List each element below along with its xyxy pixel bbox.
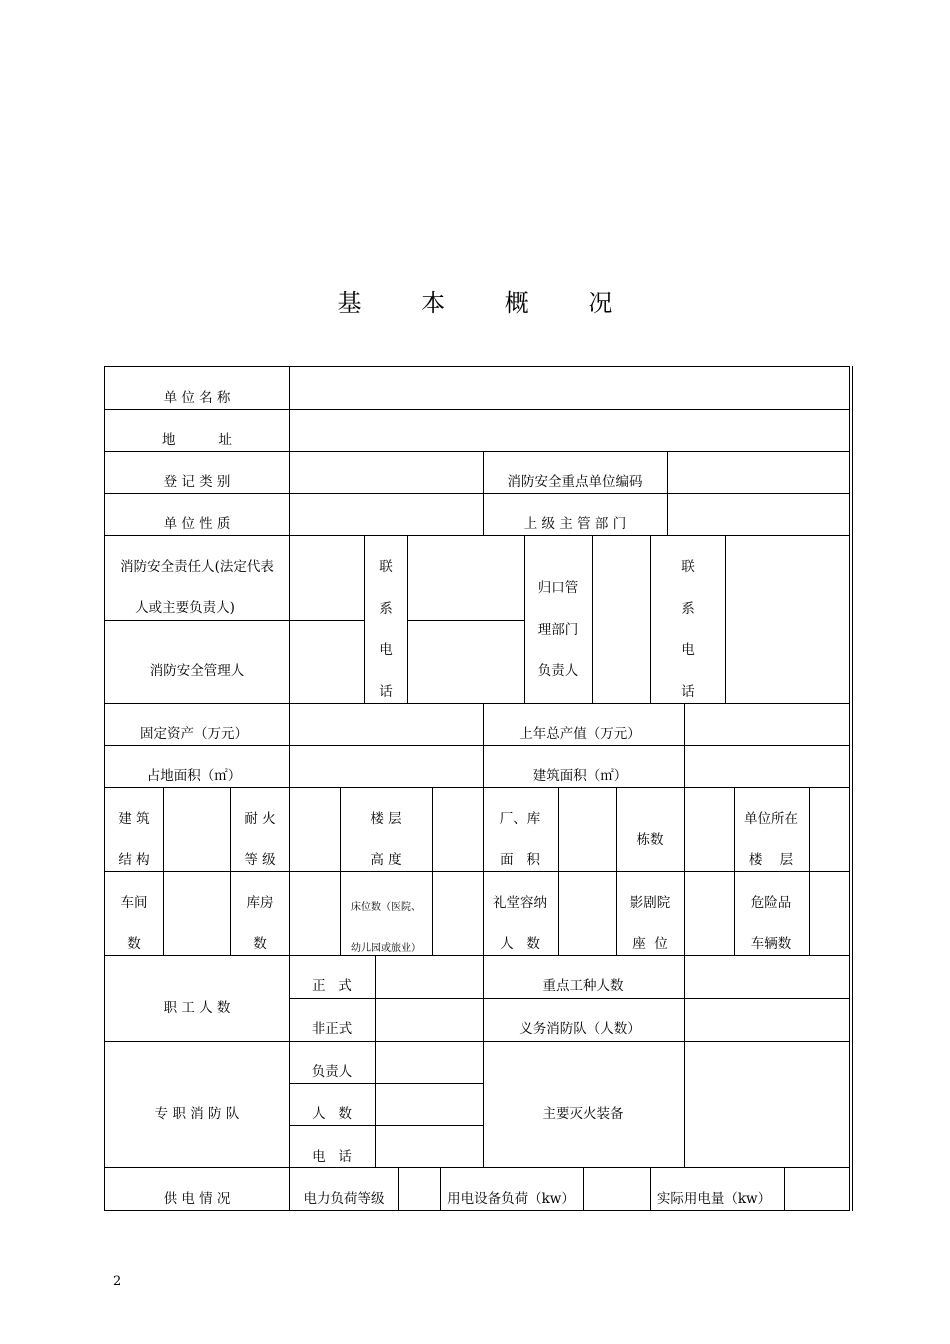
table-line bbox=[650, 1167, 651, 1210]
responsible-person-label: 人或主要负责人) bbox=[135, 600, 235, 616]
table-line bbox=[432, 787, 433, 955]
hazmat-vehicles-label: 危险品 bbox=[750, 895, 792, 911]
table-line bbox=[375, 955, 376, 1041]
table-line bbox=[104, 703, 850, 704]
address-label: 地 址 bbox=[162, 432, 232, 448]
page-number: 2 bbox=[113, 1274, 122, 1289]
floor-height-label: 楼 层 bbox=[370, 811, 402, 827]
table-line bbox=[524, 535, 525, 703]
volunteer-brigade-label: 义务消防队（人数） bbox=[519, 1021, 641, 1037]
unit-floor-label: 楼 层 bbox=[748, 852, 794, 868]
contact-phone-label: 系 bbox=[681, 601, 695, 617]
table-line bbox=[289, 1125, 483, 1126]
superior-dept-label: 上 级 主 管 部 门 bbox=[523, 516, 627, 532]
fire-rating-label: 耐 火 bbox=[244, 811, 276, 827]
table-line bbox=[163, 787, 164, 955]
responsible-person-label: 消防安全责任人(法定代表 bbox=[120, 559, 274, 575]
factory-area-label: 面 积 bbox=[500, 852, 540, 868]
table-line bbox=[616, 787, 617, 955]
table-line bbox=[104, 1041, 850, 1042]
fire-rating-label: 等 级 bbox=[244, 852, 276, 868]
bed-count-label: 床位数（医院、 bbox=[351, 902, 421, 913]
table-line bbox=[104, 871, 850, 872]
last-year-output-label: 上年总产值（万元） bbox=[519, 726, 641, 742]
key-unit-code-label: 消防安全重点单位编码 bbox=[507, 474, 643, 490]
contact-phone-label: 电 bbox=[681, 642, 695, 658]
table-line bbox=[289, 1083, 483, 1084]
warehouse-count-label: 数 bbox=[253, 936, 267, 952]
table-line bbox=[784, 1167, 785, 1210]
hall-capacity-label: 礼堂容纳 bbox=[493, 895, 547, 911]
brigade-leader-label: 负责人 bbox=[311, 1064, 353, 1080]
table-line bbox=[725, 535, 726, 703]
table-line bbox=[289, 998, 850, 999]
key-workers-label: 重点工种人数 bbox=[542, 978, 624, 994]
hazmat-vehicles-label: 车辆数 bbox=[750, 936, 792, 952]
table-line bbox=[684, 787, 685, 955]
cinema-seats-label: 座 位 bbox=[632, 936, 668, 952]
table-line bbox=[483, 703, 484, 787]
table-line bbox=[104, 451, 850, 452]
table-line bbox=[104, 620, 364, 621]
table-line bbox=[849, 366, 850, 1211]
table-line bbox=[483, 955, 484, 1167]
warehouse-count-label: 库房 bbox=[246, 895, 274, 911]
table-line bbox=[583, 1167, 584, 1210]
contact-phone-label: 话 bbox=[379, 684, 393, 700]
table-line bbox=[289, 955, 290, 1211]
table-line bbox=[852, 366, 853, 1211]
page-title: 基 本 概 况 bbox=[337, 289, 639, 317]
table-line bbox=[104, 409, 850, 410]
building-count-label: 栋数 bbox=[636, 832, 664, 848]
table-line bbox=[398, 1167, 399, 1210]
table-line bbox=[364, 535, 365, 703]
unit-floor-label: 单位所在 bbox=[744, 811, 798, 827]
table-line bbox=[734, 787, 735, 955]
fixed-assets-label: 固定资产（万元） bbox=[140, 726, 248, 742]
contact-phone-label: 联 bbox=[379, 559, 393, 575]
bed-count-label: 幼儿园或旅业） bbox=[351, 943, 421, 954]
table-line bbox=[684, 703, 685, 787]
table-line bbox=[104, 1167, 850, 1168]
table-line bbox=[104, 535, 850, 536]
contact-phone-label: 话 bbox=[681, 684, 695, 700]
table-line bbox=[104, 1210, 850, 1211]
unit-nature-label: 单 位 性 质 bbox=[163, 516, 231, 532]
mgmt-dept-label: 负责人 bbox=[537, 663, 579, 679]
floor-height-label: 高 度 bbox=[370, 852, 402, 868]
workshop-count-label: 数 bbox=[127, 936, 141, 952]
power-supply-label: 供 电 情 况 bbox=[163, 1191, 231, 1207]
cinema-seats-label: 影剧院 bbox=[629, 895, 671, 911]
table-line bbox=[407, 620, 524, 621]
brigade-headcount-label: 人 数 bbox=[312, 1106, 352, 1122]
safety-manager-label: 消防安全管理人 bbox=[149, 663, 245, 679]
table-line bbox=[407, 535, 408, 703]
table-line bbox=[684, 955, 685, 1167]
registration-type-label: 登 记 类 别 bbox=[163, 474, 231, 490]
equipment-load-label: 用电设备负荷（kw） bbox=[447, 1191, 575, 1207]
workshop-count-label: 车间 bbox=[120, 895, 148, 911]
table-line bbox=[483, 451, 484, 535]
informal-staff-label: 非正式 bbox=[311, 1021, 353, 1037]
mgmt-dept-label: 理部门 bbox=[537, 622, 579, 638]
hall-capacity-label: 人 数 bbox=[500, 936, 540, 952]
table-line bbox=[340, 787, 341, 955]
staff-count-label: 职 工 人 数 bbox=[163, 1000, 231, 1016]
table-line bbox=[592, 535, 593, 703]
main-equipment-label: 主要灭火装备 bbox=[542, 1106, 624, 1122]
table-line bbox=[667, 451, 668, 535]
unit-name-label: 单 位 名 称 bbox=[163, 390, 231, 406]
land-area-label: 占地面积（㎡） bbox=[146, 768, 242, 784]
contact-phone-label: 电 bbox=[379, 642, 393, 658]
table-line bbox=[104, 366, 850, 367]
table-line bbox=[289, 366, 290, 787]
table-line bbox=[104, 745, 850, 746]
contact-phone-label: 系 bbox=[379, 601, 393, 617]
table-line bbox=[809, 787, 810, 955]
building-structure-label: 建 筑 bbox=[118, 811, 150, 827]
table-line bbox=[289, 787, 290, 955]
table-line bbox=[104, 493, 850, 494]
contact-phone-label: 联 bbox=[681, 559, 695, 575]
formal-staff-label: 正 式 bbox=[312, 978, 352, 994]
power-load-level-label: 电力负荷等级 bbox=[303, 1191, 385, 1207]
table-line bbox=[650, 535, 651, 703]
mgmt-dept-label: 归口管 bbox=[537, 580, 579, 596]
table-line bbox=[104, 787, 850, 788]
table-line bbox=[483, 787, 484, 955]
actual-consumption-label: 实际用电量（kw） bbox=[656, 1191, 772, 1207]
factory-area-label: 厂、库 bbox=[499, 811, 541, 827]
brigade-phone-label: 电 话 bbox=[312, 1149, 352, 1165]
fulltime-brigade-label: 专 职 消 防 队 bbox=[154, 1106, 240, 1122]
building-area-label: 建筑面积（㎡） bbox=[532, 768, 628, 784]
building-structure-label: 结 构 bbox=[118, 852, 150, 868]
table-line bbox=[104, 955, 850, 956]
table-line bbox=[375, 1041, 376, 1167]
table-line bbox=[440, 1167, 441, 1210]
table-line bbox=[104, 366, 105, 1211]
table-line bbox=[230, 787, 231, 955]
table-line bbox=[558, 787, 559, 955]
